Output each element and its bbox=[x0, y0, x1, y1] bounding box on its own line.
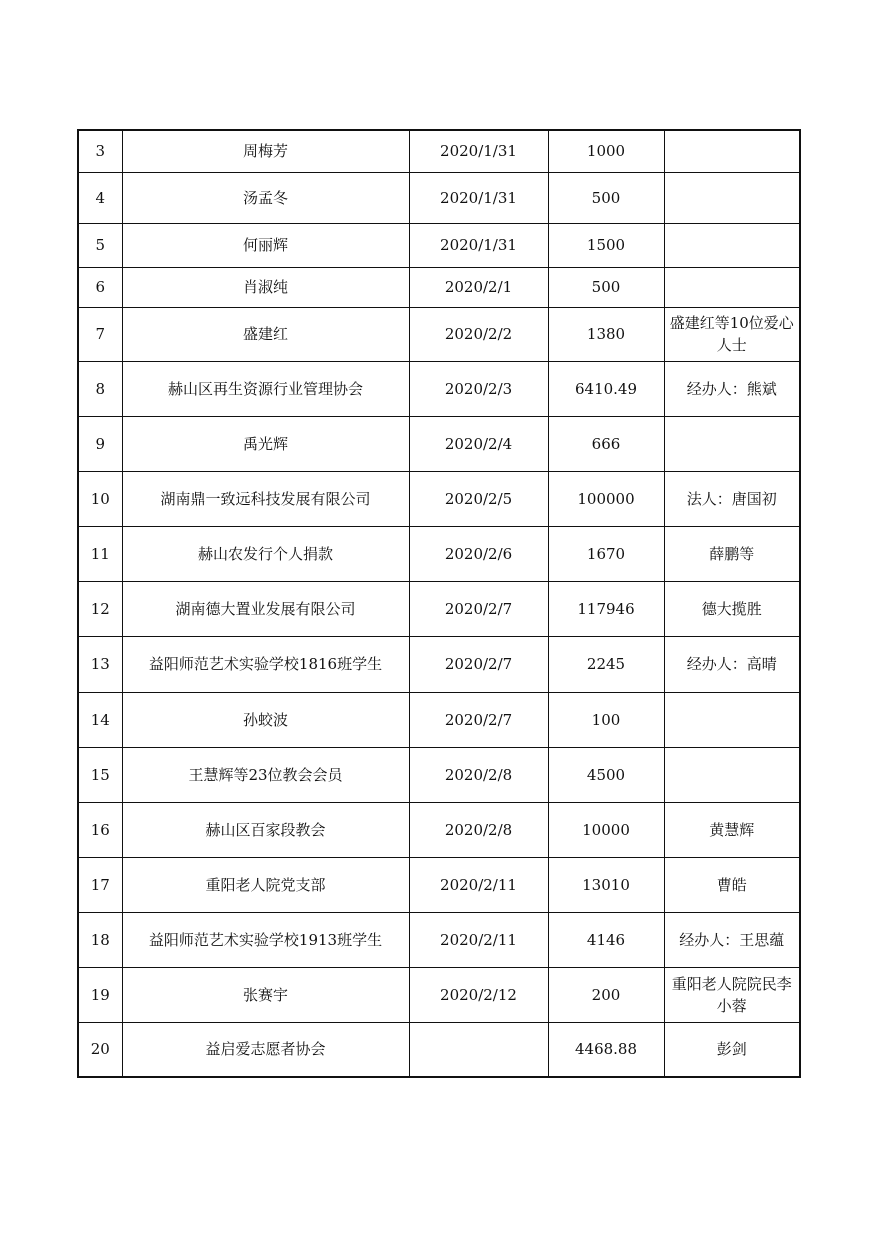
donor-name: 益阳师范艺术实验学校1816班学生 bbox=[122, 636, 409, 692]
donation-amount: 100000 bbox=[548, 471, 664, 526]
donor-name: 赫山农发行个人捐款 bbox=[122, 526, 409, 581]
remark: 重阳老人院院民李小蓉 bbox=[664, 967, 800, 1022]
row-number: 9 bbox=[78, 416, 122, 471]
donation-date: 2020/2/1 bbox=[409, 267, 548, 307]
donation-date: 2020/2/5 bbox=[409, 471, 548, 526]
table-row bbox=[78, 1022, 800, 1077]
donor-name: 张赛宇 bbox=[122, 967, 409, 1022]
donation-amount: 1500 bbox=[548, 223, 664, 267]
table-row bbox=[78, 692, 800, 747]
remark: 经办人：熊斌 bbox=[664, 361, 800, 416]
donation-date: 2020/2/4 bbox=[409, 416, 548, 471]
donor-name: 赫山区再生资源行业管理协会 bbox=[122, 361, 409, 416]
row-number: 20 bbox=[78, 1022, 122, 1077]
donation-amount: 500 bbox=[548, 267, 664, 307]
donor-name: 肖淑纯 bbox=[122, 267, 409, 307]
remark bbox=[664, 130, 800, 172]
remark bbox=[664, 223, 800, 267]
donation-date: 2020/1/31 bbox=[409, 130, 548, 172]
remark: 薛鹏等 bbox=[664, 526, 800, 581]
table-row bbox=[78, 747, 800, 802]
donation-date: 2020/2/7 bbox=[409, 581, 548, 636]
donor-name: 湖南鼎一致远科技发展有限公司 bbox=[122, 471, 409, 526]
table-row bbox=[78, 912, 800, 967]
donation-amount: 13010 bbox=[548, 857, 664, 912]
row-number: 4 bbox=[78, 172, 122, 223]
remark bbox=[664, 172, 800, 223]
donation-table bbox=[77, 129, 801, 1078]
donation-amount: 1670 bbox=[548, 526, 664, 581]
table-row bbox=[78, 172, 800, 223]
donation-amount: 6410.49 bbox=[548, 361, 664, 416]
remark bbox=[664, 267, 800, 307]
row-number: 12 bbox=[78, 581, 122, 636]
donation-date: 2020/2/11 bbox=[409, 857, 548, 912]
donation-date bbox=[409, 1022, 548, 1077]
donor-name: 益阳师范艺术实验学校1913班学生 bbox=[122, 912, 409, 967]
table-row bbox=[78, 361, 800, 416]
row-number: 7 bbox=[78, 307, 122, 361]
row-number: 13 bbox=[78, 636, 122, 692]
remark: 法人：唐国初 bbox=[664, 471, 800, 526]
remark: 经办人：王思蕴 bbox=[664, 912, 800, 967]
row-number: 17 bbox=[78, 857, 122, 912]
row-number: 11 bbox=[78, 526, 122, 581]
table-row bbox=[78, 802, 800, 857]
row-number: 14 bbox=[78, 692, 122, 747]
table-row bbox=[78, 267, 800, 307]
remark: 盛建红等10位爱心人士 bbox=[664, 307, 800, 361]
donor-name: 禹光辉 bbox=[122, 416, 409, 471]
donation-amount: 666 bbox=[548, 416, 664, 471]
table-row bbox=[78, 967, 800, 1022]
remark: 彭剑 bbox=[664, 1022, 800, 1077]
donor-name: 何丽辉 bbox=[122, 223, 409, 267]
row-number: 16 bbox=[78, 802, 122, 857]
donation-date: 2020/2/2 bbox=[409, 307, 548, 361]
remark: 黄慧辉 bbox=[664, 802, 800, 857]
donation-amount: 500 bbox=[548, 172, 664, 223]
table-row bbox=[78, 636, 800, 692]
row-number: 5 bbox=[78, 223, 122, 267]
donation-date: 2020/1/31 bbox=[409, 172, 548, 223]
remark: 经办人：高晴 bbox=[664, 636, 800, 692]
donor-name: 盛建红 bbox=[122, 307, 409, 361]
donor-name: 湖南德大置业发展有限公司 bbox=[122, 581, 409, 636]
row-number: 19 bbox=[78, 967, 122, 1022]
donation-date: 2020/2/7 bbox=[409, 636, 548, 692]
donation-amount: 4500 bbox=[548, 747, 664, 802]
donation-amount: 4468.88 bbox=[548, 1022, 664, 1077]
table-row bbox=[78, 471, 800, 526]
table-row bbox=[78, 223, 800, 267]
donation-amount: 2245 bbox=[548, 636, 664, 692]
donation-date: 2020/2/6 bbox=[409, 526, 548, 581]
donation-amount: 1380 bbox=[548, 307, 664, 361]
donation-date: 2020/2/12 bbox=[409, 967, 548, 1022]
donation-date: 2020/2/11 bbox=[409, 912, 548, 967]
remark: 德大揽胜 bbox=[664, 581, 800, 636]
donor-name: 周梅芳 bbox=[122, 130, 409, 172]
table-row bbox=[78, 581, 800, 636]
donor-name: 王慧辉等23位教会会员 bbox=[122, 747, 409, 802]
table-row bbox=[78, 307, 800, 361]
donation-date: 2020/2/7 bbox=[409, 692, 548, 747]
donation-amount: 1000 bbox=[548, 130, 664, 172]
donation-date: 2020/2/3 bbox=[409, 361, 548, 416]
donation-amount: 10000 bbox=[548, 802, 664, 857]
table-row bbox=[78, 857, 800, 912]
donor-name: 孙蛟波 bbox=[122, 692, 409, 747]
donation-amount: 100 bbox=[548, 692, 664, 747]
donor-name: 赫山区百家段教会 bbox=[122, 802, 409, 857]
remark bbox=[664, 416, 800, 471]
remark bbox=[664, 747, 800, 802]
remark: 曹皓 bbox=[664, 857, 800, 912]
table-row bbox=[78, 130, 800, 172]
remark bbox=[664, 692, 800, 747]
donor-name: 汤孟冬 bbox=[122, 172, 409, 223]
donor-name: 益启爱志愿者协会 bbox=[122, 1022, 409, 1077]
row-number: 8 bbox=[78, 361, 122, 416]
donation-date: 2020/2/8 bbox=[409, 802, 548, 857]
table-row bbox=[78, 526, 800, 581]
donation-date: 2020/1/31 bbox=[409, 223, 548, 267]
donation-date: 2020/2/8 bbox=[409, 747, 548, 802]
row-number: 18 bbox=[78, 912, 122, 967]
row-number: 6 bbox=[78, 267, 122, 307]
row-number: 3 bbox=[78, 130, 122, 172]
table-row bbox=[78, 416, 800, 471]
donation-amount: 200 bbox=[548, 967, 664, 1022]
row-number: 10 bbox=[78, 471, 122, 526]
row-number: 15 bbox=[78, 747, 122, 802]
donation-amount: 4146 bbox=[548, 912, 664, 967]
donation-amount: 117946 bbox=[548, 581, 664, 636]
donor-name: 重阳老人院党支部 bbox=[122, 857, 409, 912]
